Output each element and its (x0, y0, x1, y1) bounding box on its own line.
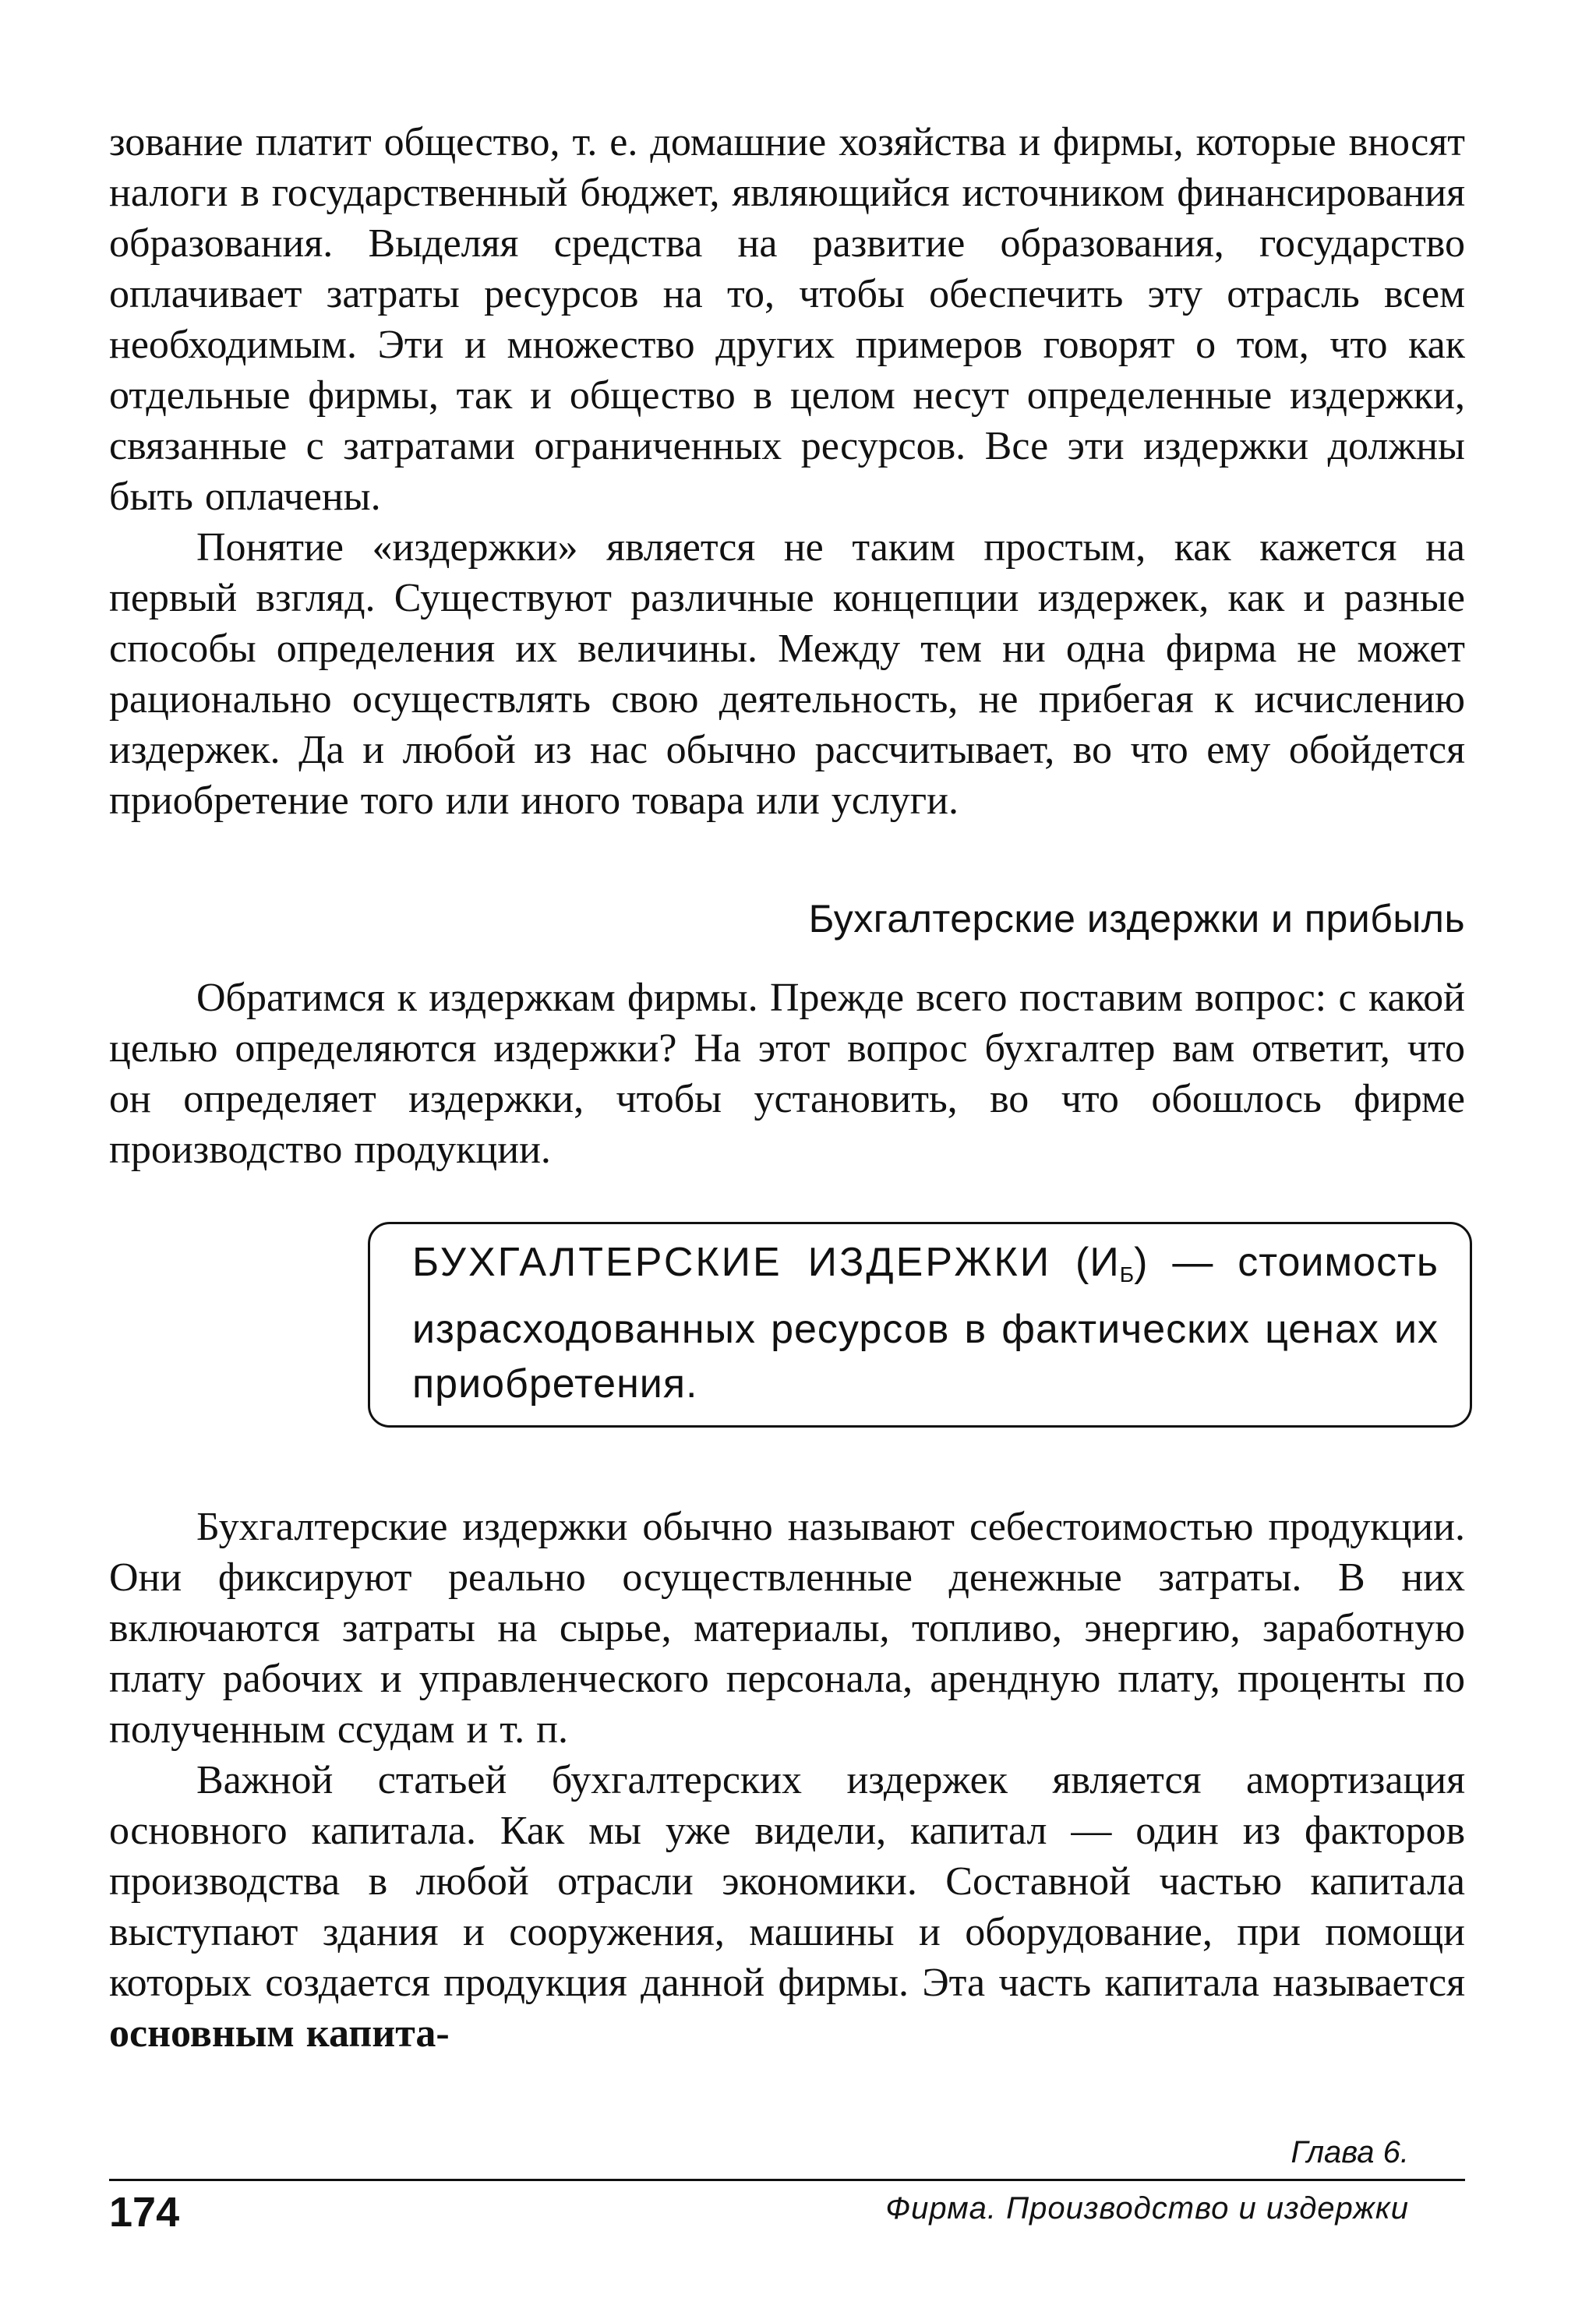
definition-symbol-subscript: Б (1119, 1262, 1135, 1287)
page-number: 174 (109, 2189, 180, 2236)
paragraph-2: Понятие «издержки» является не таким простым, как кажется на первый взгляд. Существуют различные концепции издержек, как и разные способы определения их величины. Между тем ни одна фирма не может рационально осуществлять свою деятельность, не прибегая к исчислению издержек. Да и любой из нас обычно рассчитывает, во что ему обойдется приобретение того или иного товара или услуги. (109, 525, 1465, 823)
definition-text: БУХГАЛТЕРСКИЕ ИЗДЕРЖКИ (ИБ) — стоимость израсходованных ресурсов в фактических ценах их приобретения. (412, 1240, 1439, 1407)
page-body (109, 117, 1465, 2059)
footer-chapter-title: Фирма. Производство и издержки (885, 2191, 1409, 2226)
definition-symbol: И (1089, 1240, 1120, 1285)
paragraph-1: зование платит общество, т. е. домашние хозяйства и фирмы, которые вносят налоги в государственный бюджет, являющийся источником финансирования образования. Выделяя средства на развитие образования, государство оплачивает затраты ресурсов на то, чтобы обеспечить эту отрасль всем необходимым. Эти и множество других примеров говорят о том, что как отдельные фирмы, так и общество в целом несут определенные издержки, связанные с затратами ограниченных ресурсов. Все эти издержки должны быть оплачены. (109, 120, 1465, 519)
footer-divider (109, 2179, 1465, 2181)
definition-term: БУХГАЛТЕРСКИЕ ИЗДЕРЖКИ (412, 1240, 1052, 1285)
paragraph-4: Бухгалтерские издержки обычно называют себестоимостью продукции. Они фиксируют реально осуществленные денежные затраты. В них включаются затраты на сырье, материалы, топливо, энергию, заработную плату рабочих и управленческого персонала, арендную плату, проценты по полученным ссудам и т. п. (109, 1505, 1465, 1752)
definition-body: — стоимость израсходованных ресурсов в фактических ценах их приобретения. (412, 1240, 1439, 1407)
footer-chapter: Глава 6. (1291, 2135, 1409, 2169)
paragraph-5-bold-term: основным капита- (109, 2011, 450, 2056)
paragraph-3: Обратимся к издержкам фирмы. Прежде всего поставим вопрос: с какой целью определяются издержки? На этот вопрос бухгалтер вам ответит, что он определяет издержки, чтобы установить, во что обошлось фирме производство продукции. (109, 976, 1465, 1172)
section-heading: Бухгалтерские издержки и прибыль (808, 897, 1465, 941)
definition-box (368, 1222, 1472, 1428)
paragraph-5-text: Важной статьей бухгалтерских издержек является амортизация основного капитала. Как мы уже видели, капитал — один из факторов производства в любой отрасли экономики. Составной частью капитала выступают здания и сооружения, машины и оборудование, при помощи которых создается продукция данной фирмы. Эта часть капитала называется (109, 1758, 1465, 2005)
paragraph-5 (109, 1755, 1465, 2059)
